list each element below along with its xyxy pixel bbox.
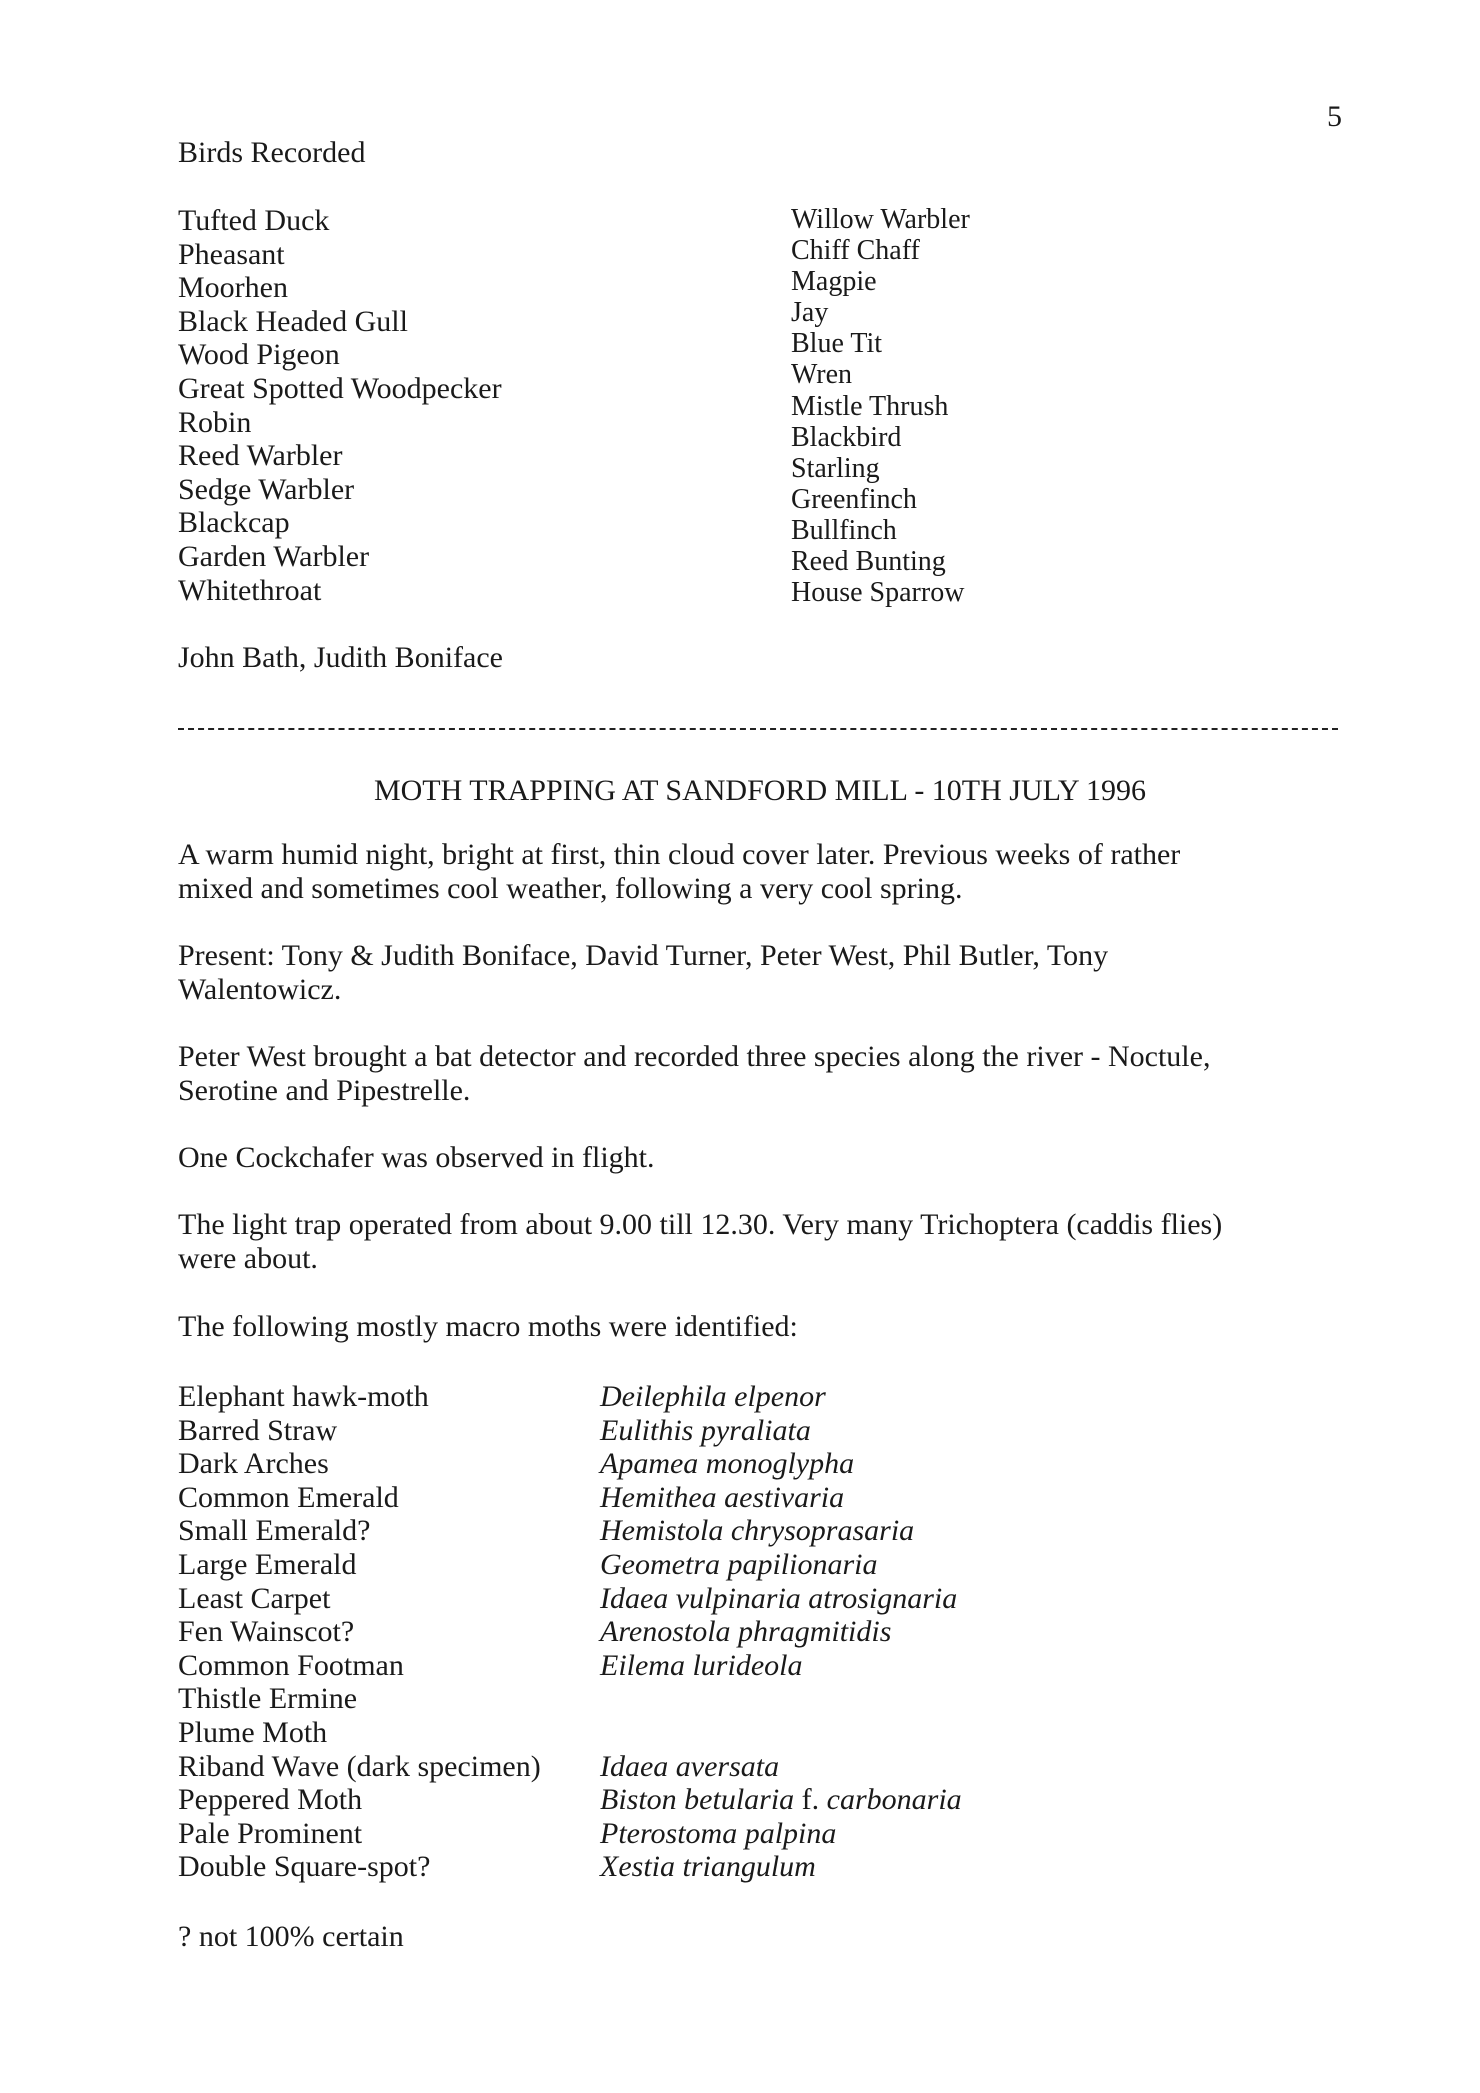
paragraph-intro: The following mostly macro moths were identified: <box>178 1310 798 1343</box>
moth-latin-empty <box>600 1682 962 1716</box>
bird-item: Bullfinch <box>791 514 897 546</box>
birds-list-right <box>791 204 970 608</box>
moth-latin-name: Pterostoma palpina <box>600 1816 837 1850</box>
bird-item: Magpie <box>791 266 877 298</box>
bird-item: Robin <box>178 405 252 439</box>
bird-item: Moorhen <box>178 271 288 305</box>
moth-latin-name: Arenostola phragmitidis <box>600 1615 892 1649</box>
moth-common-name: Large Emerald <box>178 1547 357 1581</box>
moth-common-name: Least Carpet <box>178 1581 331 1615</box>
bird-item: Jay <box>791 297 829 329</box>
bird-item: Willow Warbler <box>791 204 970 235</box>
bird-item: Mistle Thrush <box>791 390 949 422</box>
moth-common-names <box>178 1380 541 1884</box>
moth-latin-name <box>600 1783 962 1817</box>
moth-latin-name: Hemithea aestivaria <box>600 1480 845 1514</box>
bird-item: Garden Warbler <box>178 539 370 573</box>
bird-item: Blackcap <box>178 506 290 540</box>
bird-item: Wood Pigeon <box>178 338 340 372</box>
moth-latin-name: Deilephila elpenor <box>600 1380 826 1413</box>
bird-item: Whitethroat <box>178 573 322 607</box>
bird-item: Wren <box>791 359 853 391</box>
section-title: MOTH TRAPPING AT SANDFORD MILL - 10TH JULY 1996 <box>373 774 1147 807</box>
moth-common-name: Double Square-spot? <box>178 1850 431 1884</box>
moth-common-name: Thistle Ermine <box>178 1682 358 1716</box>
page-number: 5 <box>1327 100 1342 133</box>
moth-common-name: Peppered Moth <box>178 1783 363 1817</box>
bird-item: Black Headed Gull <box>178 304 408 338</box>
footnote: ? not 100% certain <box>178 1920 404 1953</box>
paragraph-present: Present: Tony & Judith Boniface, David Turner, Peter West, Phil Butler, Tony Walentowicz. <box>178 939 1109 1006</box>
bird-item: Chiff Chaff <box>791 235 920 267</box>
moth-latin-name: Apamea monoglypha <box>600 1447 855 1481</box>
moth-latin-form-name: carbonaria <box>826 1783 962 1817</box>
bird-item: Great Spotted Woodpecker <box>178 371 502 405</box>
bird-item: Tufted Duck <box>178 204 330 237</box>
birds-list-left <box>178 204 502 607</box>
birds-observers: John Bath, Judith Boniface <box>178 641 503 674</box>
moth-latin-empty <box>600 1716 962 1750</box>
moth-common-name: Common Footman <box>178 1648 404 1682</box>
moth-latin-name: Geometra papilionaria <box>600 1547 878 1581</box>
moth-common-name: Fen Wainscot? <box>178 1615 355 1649</box>
bird-item: Blue Tit <box>791 328 883 360</box>
section-divider <box>178 728 1338 730</box>
moth-latin-name: Idaea vulpinaria atrosignaria <box>600 1581 958 1615</box>
moth-latin-names <box>600 1380 962 1884</box>
moth-latin-name: Xestia triangulum <box>600 1850 816 1884</box>
moth-common-name: Dark Arches <box>178 1447 329 1481</box>
moth-latin-form-marker: f. <box>801 1783 820 1817</box>
moth-common-name: Small Emerald? <box>178 1514 371 1548</box>
paragraph-bats: Peter West brought a bat detector and recorded three species along the river - Noctule, Serotine and Pipestrelle. <box>178 1040 1211 1107</box>
bird-item: House Sparrow <box>791 577 965 609</box>
bird-item: Starling <box>791 452 880 484</box>
moth-common-name: Riband Wave (dark specimen) <box>178 1749 541 1783</box>
moth-common-name: Pale Prominent <box>178 1816 363 1850</box>
paragraph-weather: A warm humid night, bright at first, thin cloud cover later. Previous weeks of rather mixed and sometimes cool weather, following a very cool spring. <box>178 838 1181 905</box>
bird-item: Reed Bunting <box>791 546 946 578</box>
bird-item: Sedge Warbler <box>178 472 355 506</box>
paragraph-cockchafer: One Cockchafer was observed in flight. <box>178 1141 655 1174</box>
birds-heading: Birds Recorded <box>178 136 366 169</box>
moth-common-name: Elephant hawk-moth <box>178 1380 429 1413</box>
moth-latin-name: Eulithis pyraliata <box>600 1413 811 1447</box>
bird-item: Greenfinch <box>791 483 917 515</box>
bird-item: Pheasant <box>178 237 285 271</box>
moth-common-name: Plume Moth <box>178 1715 328 1749</box>
moth-common-name: Barred Straw <box>178 1413 338 1447</box>
bird-item: Blackbird <box>791 421 902 453</box>
paragraph-light-trap: The light trap operated from about 9.00 till 12.30. Very many Trichoptera (caddis flies) were about. <box>178 1208 1223 1275</box>
moth-latin-name: Eilema lurideola <box>600 1648 803 1682</box>
moth-latin-genus-species: Biston betularia <box>600 1783 795 1817</box>
moth-common-name: Common Emerald <box>178 1480 399 1514</box>
bird-item: Reed Warbler <box>178 439 343 473</box>
moth-latin-name: Idaea aversata <box>600 1749 780 1783</box>
moth-latin-name: Hemistola chrysoprasaria <box>600 1514 915 1548</box>
